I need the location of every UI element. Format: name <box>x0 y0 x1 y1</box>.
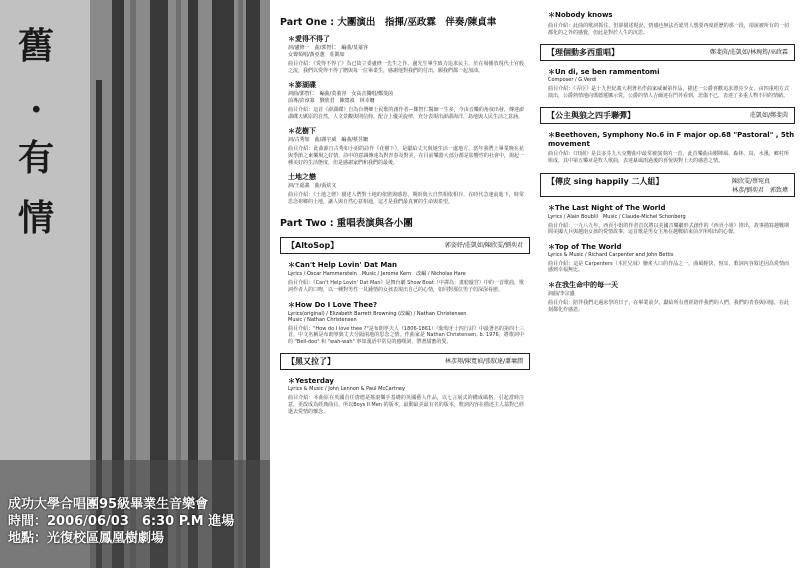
group-name: 【公主與狼之四手聯彈】 <box>547 111 635 121</box>
song-credit-2: Music / Nathan Christensen <box>288 316 357 323</box>
song-item <box>280 80 530 120</box>
song-item <box>280 376 530 415</box>
song-description: 曲目介紹：《土地之戀》描述人們對土地的依戀與感恩，期盼與大自然相依相存，在時代急速前進下，時常思念祖鄉的土地，讓人與自然心意相通，這才是我們最真實的生命與希望。 <box>288 192 524 205</box>
group-header-heiyoula <box>280 353 530 370</box>
song-credit: 詞/盧修一 曲/郭智仁 編曲/莫蓁容 <box>288 45 369 51</box>
program-column-3 <box>540 10 795 319</box>
song-description: 曲目介紹：《弄臣》是十九世紀義大利著名作曲家威爾第作品，描述一公爵喜歡追求漂亮少女，由四重唱方式演出，公爵熱情地向瑪德蓮娜示愛，公爵的情人吉爾達在門外看到，悲傷不已，表達了多重人物不同的情緒。 <box>548 86 789 99</box>
song-description: 曲目介紹：此曲的歌詞抓住，但卻描述現況，情感也無法否認男人想要再度經歷的那一段，卻說被所有的一切都化的之外的感覺，但此是對於人生的沉思。 <box>548 23 789 36</box>
song-item <box>280 172 530 205</box>
song-description: 曲目介紹：《Can't Help Lovin' Dat Man》是舞台劇 Show Boat（中譯為：畫舫璇宮）中的一首歌曲，歌詞作者人的口吻，以一種對男性一見鍾情的女孩表現出自己的心情，如同對那位男子的深深眷戀。 <box>288 280 524 293</box>
song-title: ＊The Last Night of The World <box>548 203 666 212</box>
song-description: 曲目介紹：《田園》是貝多芬九大交響曲中最常被演奏的一首，此首樂曲由樹陣風、森林、鳥、水溪、鄉村所組成，其中第五樂章是牧人歌曲，表達暴風雨過後的喜悅與對上天的感恩之情。 <box>548 151 789 164</box>
song-title: ＊Can't Help Lovin' Dat Man <box>288 261 398 270</box>
group-members: 郭姿妤/莊凱如/陳欣雯/劉奕君 <box>444 242 523 250</box>
song-title: ＊愛得不得了 <box>288 35 330 43</box>
group-members: 莊凱如/鄭斐茵 <box>749 112 788 120</box>
song-credit: Lyrics / Alain Boublil Music / Claude-Michel Schonberg <box>548 213 686 220</box>
song-credit: 詞/王福義 曲/張炫文 <box>288 183 337 190</box>
song-description: 曲目介紹：這首《澎湖碟》自為台灣鄉土民歌的創作者—鄭智仁醫師一生多，今由音樂的角度出發，傳達澎湖碟天厲原的自然，人文景觀與則信仰，配合上優美旋律，充分表現出澎湖海洋，島地與人民生活之意涵。 <box>288 107 524 120</box>
group-name: 【AltoSop】 <box>287 241 339 251</box>
group-name: 【傳皮 sing happily 二人組】 <box>547 176 664 186</box>
part-two-title: Part Two : 重唱表演與各小團 <box>280 218 413 230</box>
program-column-2 <box>280 10 530 421</box>
group-members: 鄭斐茵/莊凱如/林琬筠/巫政霖 <box>709 49 788 57</box>
song-credit: Lyrics & Music / John Lennon & Paul McCartney <box>288 386 405 393</box>
group-members: 林彥翔/陳寬禎/張馭達/蕭墉潤 <box>444 358 523 366</box>
song-description: 曲目介紹：陪伴我們走過求學的日子，在畢業前夕，獻給所有曾經陪伴我們的人們，我們的青春與回憶，在此刻都化作感恩。 <box>548 299 789 313</box>
title-char-1: 舊 <box>18 25 55 67</box>
concert-name: 成功大學合唱團95級畢業生音樂會 <box>8 497 209 512</box>
concert-info <box>8 496 268 547</box>
song-title: ＊Top of The World <box>548 242 622 251</box>
song-title: ＊Yesterday <box>288 377 334 386</box>
song-item <box>280 126 530 166</box>
song-item <box>280 260 530 293</box>
group-header-piano-duet <box>540 107 795 124</box>
song-item <box>540 242 795 274</box>
group-name: 【理個動多西重唱】 <box>547 48 619 58</box>
title-char-3: 有 <box>18 137 55 179</box>
song-description: 曲目介紹：此曲源自古秀如小姐的詩作《花樹下》，是獻給丈夫與她生活一處地方，當年我們上畢業晚在花與季節之東樂場之好情，詩中的意識傳達為對青春及對美，在目前樂器大部分都是影響性的社會中，揚起一種美好的生活態度，但是感謝家們和我們的最後。 <box>288 146 524 166</box>
song-description: 曲目介紹：本曲原在英國首任唐德是搖滾樂手基礎的英國藝人作品，以七言展式的構成風格，引起當時注意，更改成為經典曲目。所以Boys II Men 的版本，最動最美最有名的版本，歌詞內容在描述主人翁對已經逝去愛情的懷念。 <box>288 395 524 415</box>
song-item <box>540 280 795 313</box>
song-description: 曲目介紹：《愛得不得了》為已故立委盧修一先生之作。盧先生畢生致力追求民主，於在場播放現代士官般之流，我們以愛得不得了贈與每一位畢業生，感謝他對我們的付出，願我們都一起加油。 <box>288 61 524 74</box>
group-header-altosop <box>280 237 530 254</box>
forest-photo <box>0 0 270 568</box>
song-credit: Lyrics / Oscar Hammerstein Music / Jerome Kern 改編 / Nicholas Hare <box>288 271 466 278</box>
song-item <box>280 34 530 74</box>
part-one-title: Part One : 大團演出 指揮/巫政霖 伴奏/陳貞聿 <box>280 17 497 28</box>
song-description: 曲目介紹："How do I love thee ?"是布朗寧夫人（1806-1861）《葡萄牙十四行詩》中最著名的第四十三首，中文名稱是布朗寧與丈夫分隔兩地的思念之情。作曲家是 Nathan Christensen, b. 1976，將歌詞中的 "Bell-doo" 和 "wah-wah" 寧如漢語中常見的感嘆詞，帶著甜蜜的愛。 <box>288 325 524 345</box>
group-header-quartet <box>540 44 795 61</box>
song-item <box>540 67 795 99</box>
song-item <box>540 130 795 164</box>
song-description: 曲目介紹：這是 Carpenters（木匠兄妹）膾炙人口的作品之一，曲風輕快，悅耳，歌詞內容敘述因為愛情而感到幸福無比。 <box>548 260 789 274</box>
song-description: 曲目介紹：一九八九年，西貢小姐的作者首次將以美國音樂劇形式創作的《西貢小姐》推出，故事描寫越戰期間美國大兵與越南女孩的愛情故事，這首歌是男女主角在越戰結束前夕所唱出的心聲。 <box>548 222 789 236</box>
concert-time: 時間：2006/06/03 6:30 P.M 進場 <box>8 514 235 529</box>
song-credit: Composer / G.Verdi <box>548 77 597 84</box>
title-char-4: 情 <box>18 197 55 239</box>
song-title: ＊How Do I Love Thee? <box>288 300 378 309</box>
group-name: 【黑又拉了】 <box>287 357 335 367</box>
song-credit: 詞曲/李宗盛 <box>548 290 575 297</box>
song-title: ＊花樹下 <box>288 127 316 136</box>
song-title: ＊Beethoven, Symphony No.6 in F major op.68 "Pastoral" , 5th movement <box>548 131 795 149</box>
song-item <box>280 300 530 346</box>
song-title: 土地之戀 <box>288 173 316 182</box>
song-credit: 詞曲/郭智仁 編曲/莫蓁容 女高音獨唱/鄭斐茵 <box>288 91 394 98</box>
song-title: ＊澎湖碟 <box>288 81 316 90</box>
cover-panel <box>0 0 270 568</box>
song-title: ＊在我生命中的每一天 <box>548 280 618 289</box>
song-title: ＊Nobody knows <box>548 11 613 19</box>
title-char-2: · <box>30 89 43 131</box>
song-item <box>540 10 795 36</box>
concert-venue: 地點：光復校區鳳凰樹劇場 <box>8 531 165 546</box>
group-members: 陳欣雯/蔡宛真 林彥/劉奕君 郭致瑋 <box>731 177 788 194</box>
song-credit: 詞/古秀如 曲/謝宇威 編曲/蔡昱姍 <box>288 137 369 144</box>
song-credit-2: 女聲領唱/黃亞蕙 莊凱如 <box>288 52 345 58</box>
song-credit: Lyrics & Music / Richard Carpenter and John Bettis <box>548 251 674 258</box>
song-title: ＊Un di, se ben rammentomi <box>548 68 660 77</box>
song-item <box>540 203 795 236</box>
group-header-sing-happily <box>540 173 795 197</box>
song-credit: Lyrics(original) / Elizabeth Barrett Browning (改編) / Nathan Christensen <box>288 310 467 317</box>
song-credit-2: 前導/許淳寡 劉欣君 陳寬禎 林幸姍 <box>288 98 375 105</box>
